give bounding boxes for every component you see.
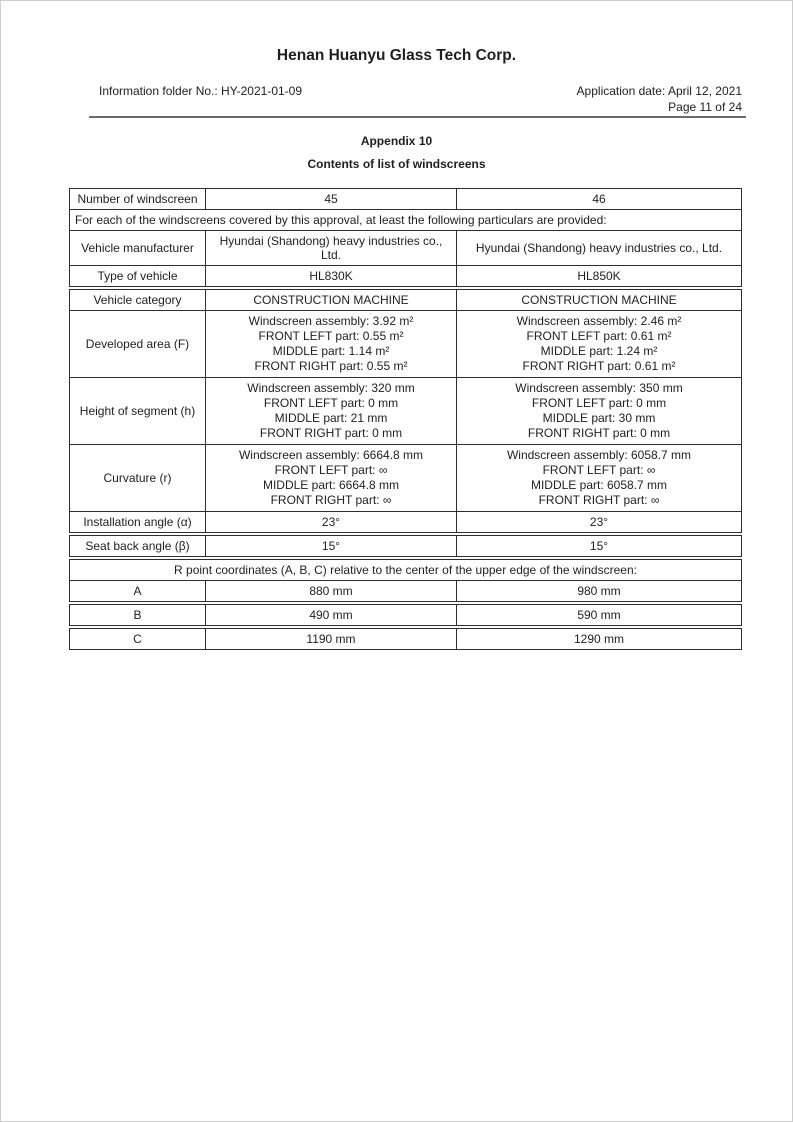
cell-line: Windscreen assembly: 320 mm [247, 381, 415, 395]
coordinate-c-45: 1190 mm [206, 629, 457, 650]
table-row-vehicle-category [70, 290, 742, 311]
header-info-row [99, 83, 742, 115]
cell-line: MIDDLE part: 6664.8 mm [262, 478, 400, 492]
company-name: Henan Huanyu Glass Tech Corp. [276, 47, 517, 64]
cell-line: FRONT RIGHT part: ∞ [538, 493, 660, 507]
cell-line: Windscreen assembly: 3.92 m² [248, 314, 414, 328]
table-row-height-of-segment [70, 378, 742, 445]
row-label-coordinate-c: C [70, 629, 206, 650]
table-row-coordinate-c [70, 629, 742, 650]
windscreen-46-number: 46 [457, 189, 742, 210]
table-row-developed-area [70, 311, 742, 378]
cell-line: Windscreen assembly: 350 mm [515, 381, 683, 395]
coordinate-a-46: 980 mm [457, 581, 742, 602]
manufacturer-45: Hyundai (Shandong) heavy industries co., Ltd. [206, 231, 457, 266]
header-divider [89, 116, 746, 118]
cell-line: FRONT LEFT part: 0 mm [531, 396, 667, 410]
coordinate-a-45: 880 mm [206, 581, 457, 602]
developed-area-46 [457, 311, 742, 378]
height-segment-46 [457, 378, 742, 445]
application-date: Application date: April 12, 2021 [576, 84, 742, 98]
curvature-45 [206, 445, 457, 512]
installation-angle-45: 23° [206, 512, 457, 533]
row-label-vehicle-category: Vehicle category [70, 290, 206, 311]
table-row-r-point-note [70, 560, 742, 581]
row-label-installation-angle: Installation angle (α) [70, 512, 206, 533]
cell-line: FRONT LEFT part: 0.61 m² [526, 329, 672, 343]
contents-subtitle: Contents of list of windscreens [307, 157, 486, 171]
information-folder-number: Information folder No.: HY-2021-01-09 [99, 84, 303, 98]
installation-angle-46: 23° [457, 512, 742, 533]
row-label-coordinate-a: A [70, 581, 206, 602]
windscreen-table-group-6 [69, 628, 742, 650]
seat-back-angle-45: 15° [206, 536, 457, 557]
cell-line: MIDDLE part: 1.24 m² [540, 344, 658, 358]
row-label-curvature: Curvature (r) [70, 445, 206, 512]
row-label-coordinate-b: B [70, 605, 206, 626]
cell-line: Windscreen assembly: 2.46 m² [516, 314, 682, 328]
cell-line: MIDDLE part: 21 mm [274, 411, 388, 425]
table-row-seat-back-angle [70, 536, 742, 557]
manufacturer-46: Hyundai (Shandong) heavy industries co., Ltd. [457, 231, 742, 266]
coordinate-c-46: 1290 mm [457, 629, 742, 650]
coordinate-b-45: 490 mm [206, 605, 457, 626]
application-info [577, 83, 742, 115]
cell-line: MIDDLE part: 6058.7 mm [530, 478, 668, 492]
cell-line: FRONT RIGHT part: 0 mm [259, 426, 403, 440]
cell-line: FRONT RIGHT part: 0.55 m² [254, 359, 408, 373]
table-row-vehicle-type [70, 266, 742, 287]
cell-line: FRONT LEFT part: 0.55 m² [258, 329, 404, 343]
cell-line: MIDDLE part: 1.14 m² [272, 344, 390, 358]
row-label-manufacturer: Vehicle manufacturer [70, 231, 206, 266]
row-label-seat-back-angle: Seat back angle (β) [70, 536, 206, 557]
table-row-number [70, 189, 742, 210]
windscreen-45-number: 45 [206, 189, 457, 210]
table-row-installation-angle [70, 512, 742, 533]
cell-line: FRONT RIGHT part: 0.61 m² [522, 359, 676, 373]
seat-back-angle-46: 15° [457, 536, 742, 557]
row-label-number: Number of windscreen [70, 189, 206, 210]
cell-line: Windscreen assembly: 6058.7 mm [506, 448, 692, 462]
cell-line: FRONT LEFT part: ∞ [274, 463, 388, 477]
approval-note: For each of the windscreens covered by this approval, at least the following particulars are provided: [70, 210, 742, 231]
windscreen-table-group-2 [69, 289, 742, 533]
coordinate-b-46: 590 mm [457, 605, 742, 626]
table-row-coordinate-b [70, 605, 742, 626]
windscreen-table-group-3 [69, 535, 742, 557]
vehicle-type-46: HL850K [457, 266, 742, 287]
cell-line: FRONT RIGHT part: 0 mm [527, 426, 671, 440]
r-point-note: R point coordinates (A, B, C) relative to the center of the upper edge of the windscreen: [70, 560, 742, 581]
cell-line: MIDDLE part: 30 mm [542, 411, 656, 425]
curvature-46 [457, 445, 742, 512]
vehicle-type-45: HL830K [206, 266, 457, 287]
developed-area-45 [206, 311, 457, 378]
windscreen-table-group-5 [69, 604, 742, 626]
row-label-developed-area: Developed area (F) [70, 311, 206, 378]
vehicle-category-46: CONSTRUCTION MACHINE [457, 290, 742, 311]
table-row-approval-note [70, 210, 742, 231]
vehicle-category-45: CONSTRUCTION MACHINE [206, 290, 457, 311]
height-segment-45 [206, 378, 457, 445]
appendix-title: Appendix 10 [360, 134, 433, 148]
table-row-curvature [70, 445, 742, 512]
cell-line: FRONT LEFT part: 0 mm [263, 396, 399, 410]
cell-line: Windscreen assembly: 6664.8 mm [238, 448, 424, 462]
windscreen-table-group-4 [69, 559, 742, 602]
cell-line: FRONT RIGHT part: ∞ [270, 493, 392, 507]
row-label-vehicle-type: Type of vehicle [70, 266, 206, 287]
page-number: Page 11 of 24 [668, 100, 742, 114]
table-row-coordinate-a [70, 581, 742, 602]
table-row-manufacturer [70, 231, 742, 266]
row-label-height-of-segment: Height of segment (h) [70, 378, 206, 445]
cell-line: FRONT LEFT part: ∞ [542, 463, 656, 477]
windscreen-table-group-1 [69, 188, 742, 287]
